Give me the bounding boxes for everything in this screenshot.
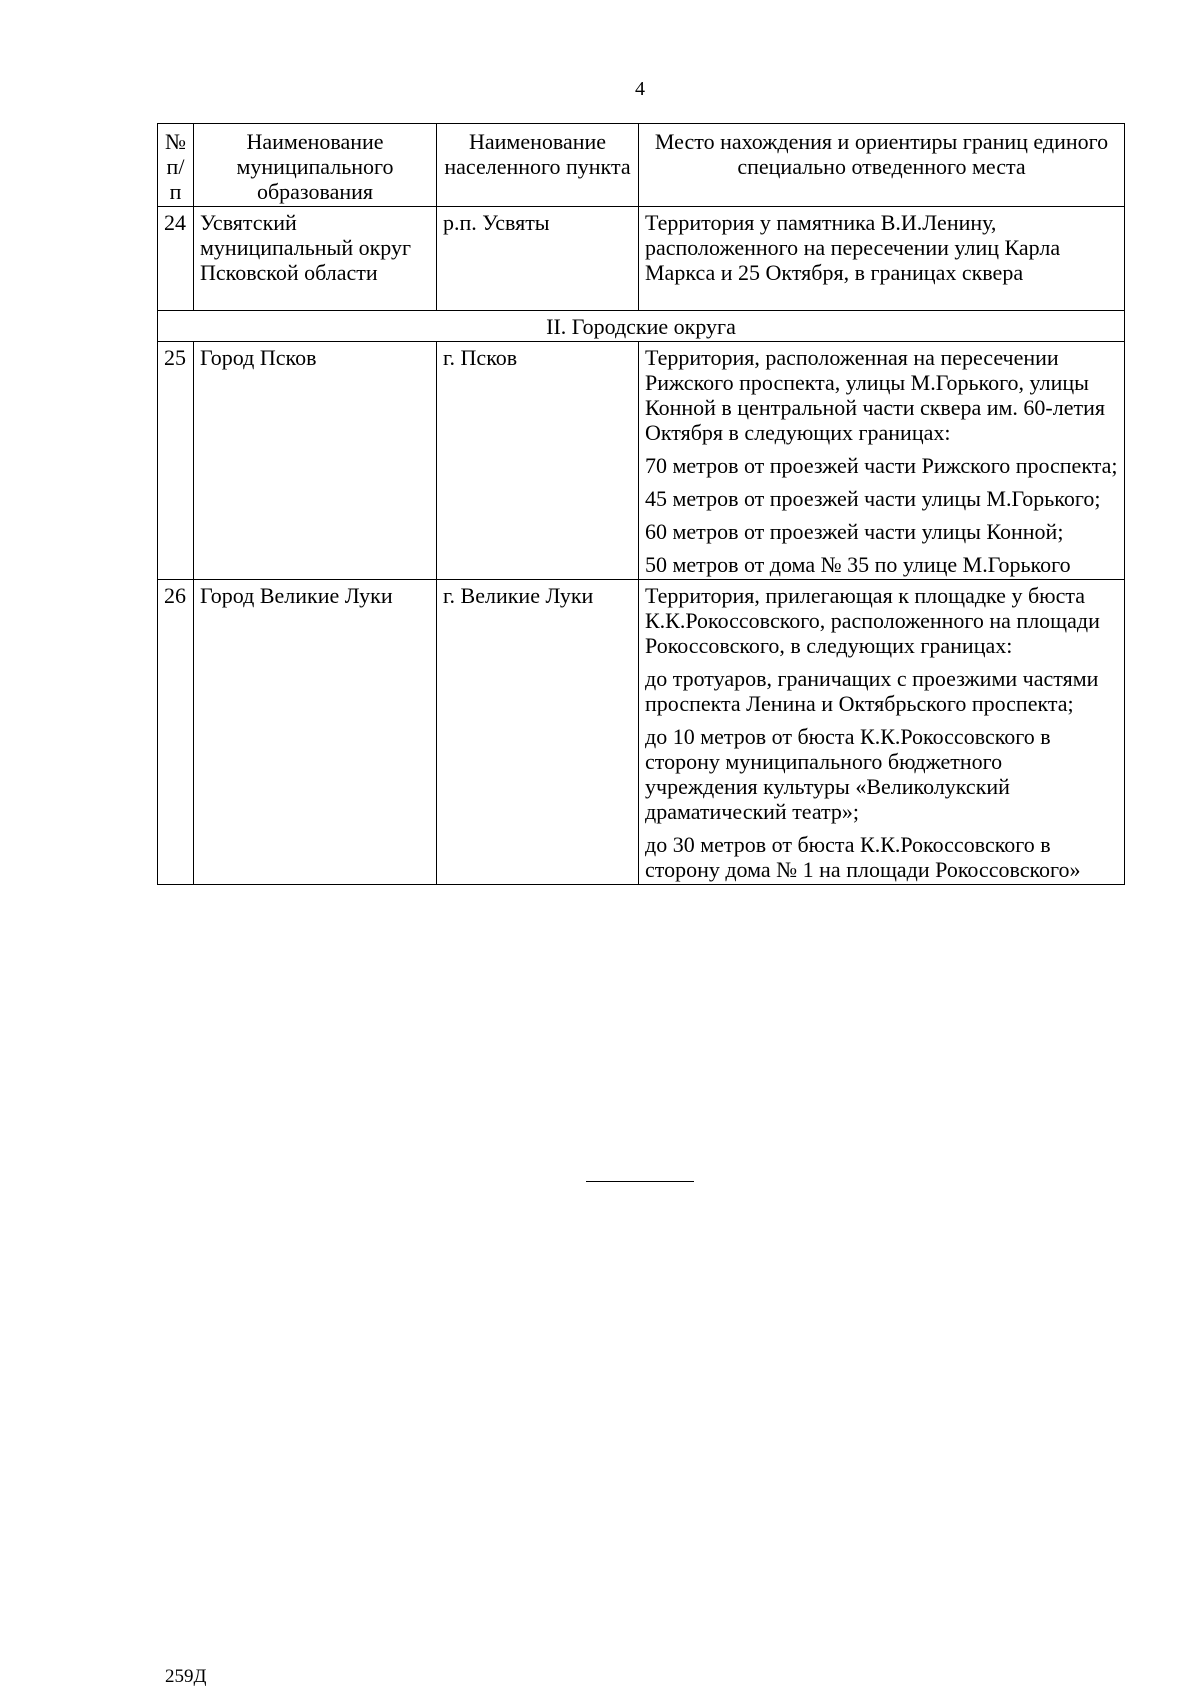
description-paragraph: до тротуаров, граничащих с проезжими частями проспекта Ленина и Октябрьского проспекта;: [645, 666, 1099, 716]
row-description: [639, 207, 1125, 311]
table-row: [158, 342, 1125, 580]
description-paragraph: до 10 метров от бюста К.К.Рокоссовского в сторону муниципального бюджетного учреждения культуры «Великолукский драматический театр»;: [645, 724, 1051, 824]
end-divider: [586, 1181, 694, 1182]
table-header-row: [158, 124, 1125, 207]
row-locality: г. Псков: [437, 342, 639, 580]
row-num: 26: [158, 580, 194, 885]
description-paragraph: 70 метров от проезжей части Рижского проспекта;: [645, 453, 1118, 478]
description-paragraph: Территория, расположенная на пересечении Рижского проспекта, улицы М.Горького, улицы Конной в центральной части сквера им. 60-летия Октября в следующих границах:: [645, 345, 1105, 445]
section-title: II. Городские округа: [158, 311, 1125, 342]
row-municipality: Город Великие Луки: [194, 580, 437, 885]
description-paragraph: 50 метров от дома № 35 по улице М.Горького: [645, 552, 1071, 577]
description-paragraph: 60 метров от проезжей части улицы Конной;: [645, 519, 1064, 544]
description-paragraph: Территория у памятника В.И.Ленину, расположенного на пересечении улиц Карла Маркса и 25 Октября, в границах сквера: [645, 210, 1061, 285]
description-paragraph: Территория, прилегающая к площадке у бюста К.К.Рокоссовского, расположенного на площади Рокоссовского, в следующих границах:: [645, 583, 1100, 658]
header-municipality: Наименование муниципального образования: [194, 124, 437, 207]
row-num: 24: [158, 207, 194, 311]
section-row: [158, 311, 1125, 342]
header-num: № п/п: [158, 124, 194, 207]
document-table: [157, 123, 1125, 885]
row-num: 25: [158, 342, 194, 580]
footer-document-code: 259Д: [165, 1666, 207, 1687]
description-paragraph: 45 метров от проезжей части улицы М.Горького;: [645, 486, 1101, 511]
row-description: [639, 342, 1125, 580]
row-description: [639, 580, 1125, 885]
header-description: Место нахождения и ориентиры границ единого специально отведенного места: [639, 124, 1125, 207]
header-locality: Наименование населенного пункта: [437, 124, 639, 207]
row-municipality: Усвятский муниципальный округ Псковской области: [194, 207, 437, 311]
description-paragraph: до 30 метров от бюста К.К.Рокоссовского в сторону дома № 1 на площади Рокоссовского»: [645, 832, 1081, 882]
table-row: [158, 207, 1125, 311]
row-municipality: Город Псков: [194, 342, 437, 580]
row-locality: г. Великие Луки: [437, 580, 639, 885]
page-number: 4: [635, 78, 645, 100]
table-row: [158, 580, 1125, 885]
row-locality: р.п. Усвяты: [437, 207, 639, 311]
